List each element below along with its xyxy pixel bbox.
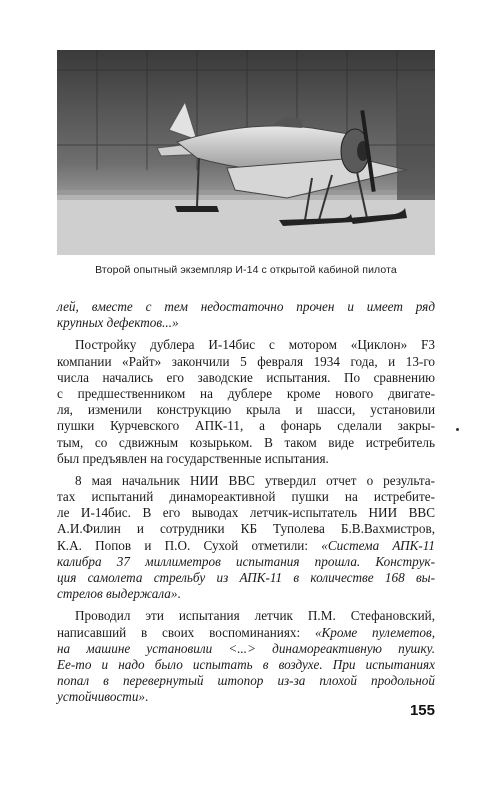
text-line: тах испытаний динамореактивной пушки на истребите- xyxy=(57,489,435,505)
page-number: 155 xyxy=(409,702,435,719)
quote-segment: устойчивости» xyxy=(57,689,146,705)
aircraft-photo xyxy=(57,50,435,255)
quote-line: попал в перевернутый штопор из-за плохой продольной xyxy=(57,673,435,689)
text-line: тым, со сдвижным козырьком. В таком виде истребитель xyxy=(57,434,435,450)
text-line: Постройку дублера И-14бис с мотором «Циклон» F3 xyxy=(75,337,435,353)
text-line xyxy=(57,689,435,705)
text-line: компании «Райт» закончили 5 февраля 1934 года, и 13-го xyxy=(57,353,435,369)
text-line: Проводил эти испытания летчик П.М. Стефановский, xyxy=(75,608,435,624)
text-line xyxy=(57,586,435,602)
text-line: крупных дефектов...» xyxy=(57,315,179,331)
text-line: ле И-14бис. В его выводах летчик-испытатель НИИ ВВС xyxy=(57,505,435,521)
quote-segment: «Кроме пулеметов, xyxy=(314,624,435,640)
text-line: ля, изменили конструкцию крыла и шасси, установили xyxy=(57,402,435,418)
text-segment: К.А. Попов и П.О. Сухой отметили: xyxy=(57,537,322,553)
text-segment: написавший в своих воспоминаниях: xyxy=(57,624,315,640)
text-segment: . xyxy=(177,586,181,602)
text-line: А.И.Филин и сотрудники КБ Туполева Б.В.Вахмистров, xyxy=(57,521,435,537)
text-line: лей, вместе с тем недостаточно прочен и имеет ряд xyxy=(57,299,435,314)
quote-line: Ее-то и надо было испытать в воздухе. При испытаниях xyxy=(57,656,435,672)
body-text xyxy=(57,299,435,706)
figure-caption: Второй опытный экземпляр И-14 с открытой кабиной пилота xyxy=(95,264,397,276)
quote-line: ция самолета стрельбу из АПК-11 в количестве 168 вы- xyxy=(57,570,435,585)
text-line: 8 мая начальник НИИ ВВС утвердил отчет о результа- xyxy=(75,472,435,488)
quote-line: калибра 37 миллиметров испытания прошла. Конструк- xyxy=(57,553,435,569)
quote-line: на машине установили <...> динамореактивную пушку. xyxy=(57,640,435,656)
print-speck xyxy=(456,428,459,431)
text-segment: . xyxy=(145,689,149,705)
text-line xyxy=(57,625,435,641)
quote-segment: «Система АПК-11 xyxy=(321,537,435,553)
text-line: с предшественником на дублере кроме нового двигате- xyxy=(57,385,435,401)
text-line xyxy=(57,538,435,554)
quote-segment: стрелов выдержала» xyxy=(57,586,178,602)
text-line: пушки Курчевского АПК-11, а фонарь сделали закры- xyxy=(57,418,435,434)
text-line: числа начались его заводские испытания. По сравнению xyxy=(57,369,435,385)
text-line: был предъявлен на государственные испытания. xyxy=(57,450,329,466)
